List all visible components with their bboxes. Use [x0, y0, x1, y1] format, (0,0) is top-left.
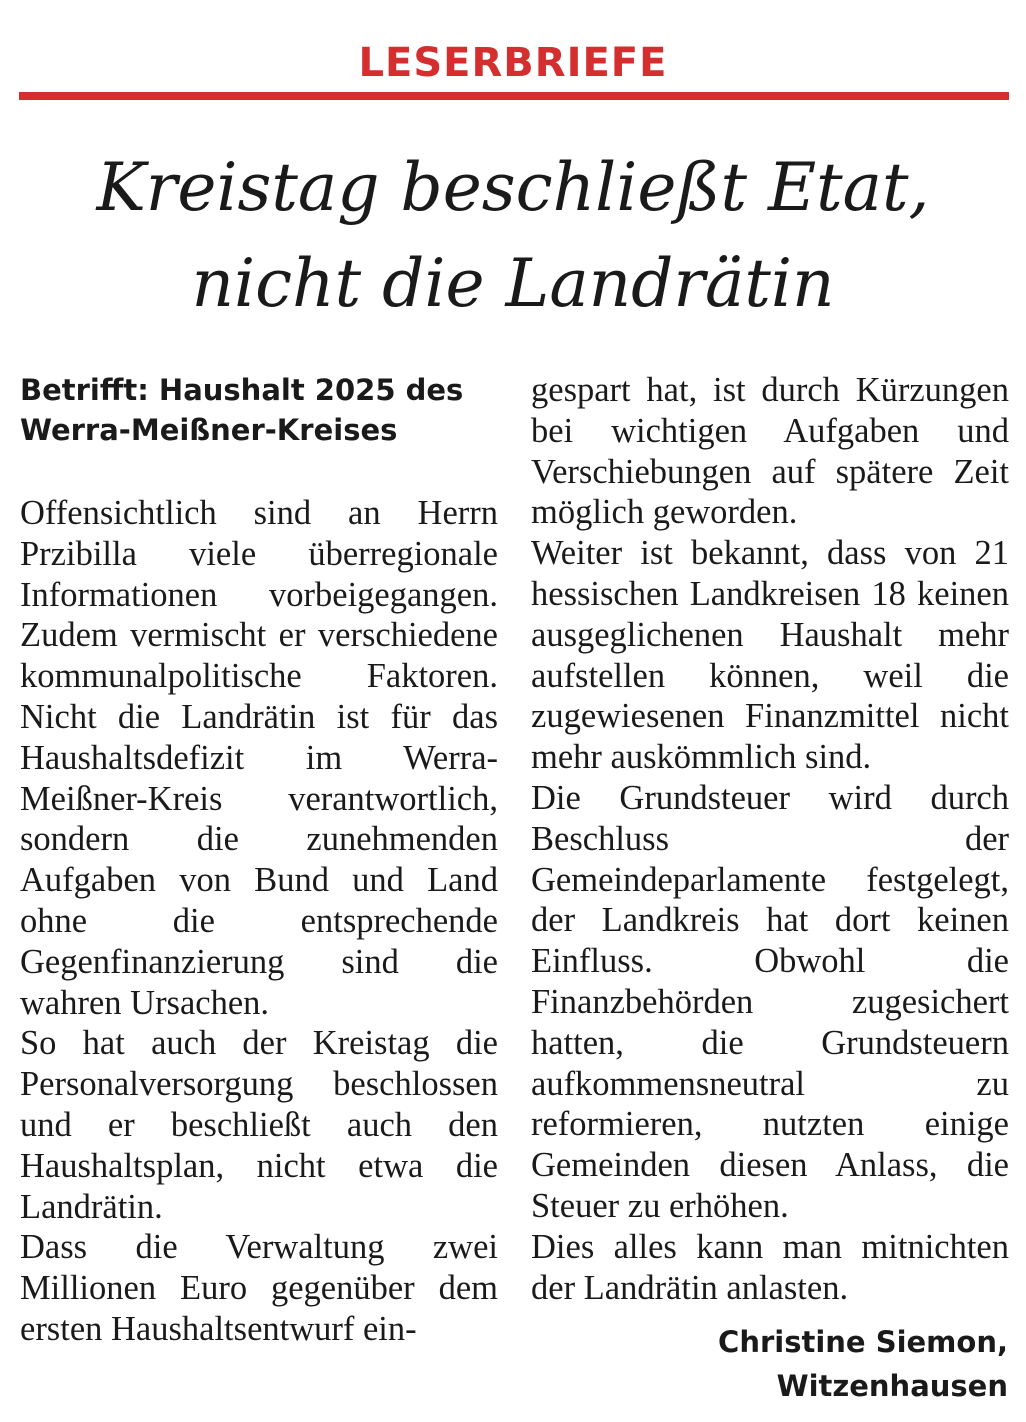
headline: [20, 140, 1006, 332]
letter-paragraph: Die Grundsteuer wird durch Beschluss der Gemeindeparlamente festgelegt, der Landkreis hat dort keinen Einfluss. Obwohl die Finanzbehörden zugesichert hatten, die Grundsteuern aufkommensneutral zu reformieren, nutzten einige Gemeinden diesen Anlass, die Steuer zu erhöhen.: [531, 778, 1009, 1225]
author-place: Witzenhausen: [776, 1369, 1008, 1403]
letter-paragraph: Weiter ist bekannt, dass von 21 hessischen Landkreisen 18 keinen ausgeglichenen Haushalt mehr aufstellen können, weil die zugewiesenen Finanzmittel nicht mehr auskömmlich sind.: [531, 534, 1009, 777]
letter-paragraph: Dass die Verwaltung zwei Millionen Euro gegenüber dem ersten Haushaltsentwurf ein-: [20, 1228, 498, 1348]
section-label: LESERBRIEFE: [358, 40, 668, 86]
letter-subject: [20, 370, 498, 450]
letter-paragraph: gespart hat, ist durch Kürzungen bei wichtigen Aufgaben und Verschiebungen auf spätere Zeit möglich geworden.: [531, 371, 1009, 532]
author-name: Christine Siemon,: [718, 1325, 1008, 1359]
letter-paragraph: Offensichtlich sind an Herrn Przibilla viele überregionale Informationen vorbeigegangen. Zudem vermischt er verschiedene kommunalpolitische Faktoren. Nicht die Landrätin ist für das Haushaltsdefizit im Werra-Meißner-Kreis verantwortlich, sondern die zunehmenden Aufgaben von Bund und Land ohne die entsprechende Gegenfinanzierung sind die wahren Ursachen.: [20, 494, 498, 1022]
letter-paragraph: Dies alles kann man mitnichten der Landrätin anlasten.: [531, 1227, 1009, 1307]
subject-line-2: Werra-Meißner-Kreises: [20, 413, 398, 447]
letter-author: [718, 1320, 1008, 1408]
headline-line-1: Kreistag beschließt Etat,: [96, 149, 930, 226]
section-divider: [19, 92, 1009, 100]
letter-paragraph: So hat auch der Kreistag die Personalversorgung beschlossen und er beschließt auch den Haushaltsplan, nicht etwa die Landrätin.: [20, 1024, 498, 1226]
subject-line-1: Betrifft: Haushalt 2025 des: [20, 373, 464, 407]
letter-column-left: [20, 370, 498, 1350]
letter-column-right: [531, 370, 1009, 1308]
headline-line-2: nicht die Landrätin: [191, 245, 835, 322]
